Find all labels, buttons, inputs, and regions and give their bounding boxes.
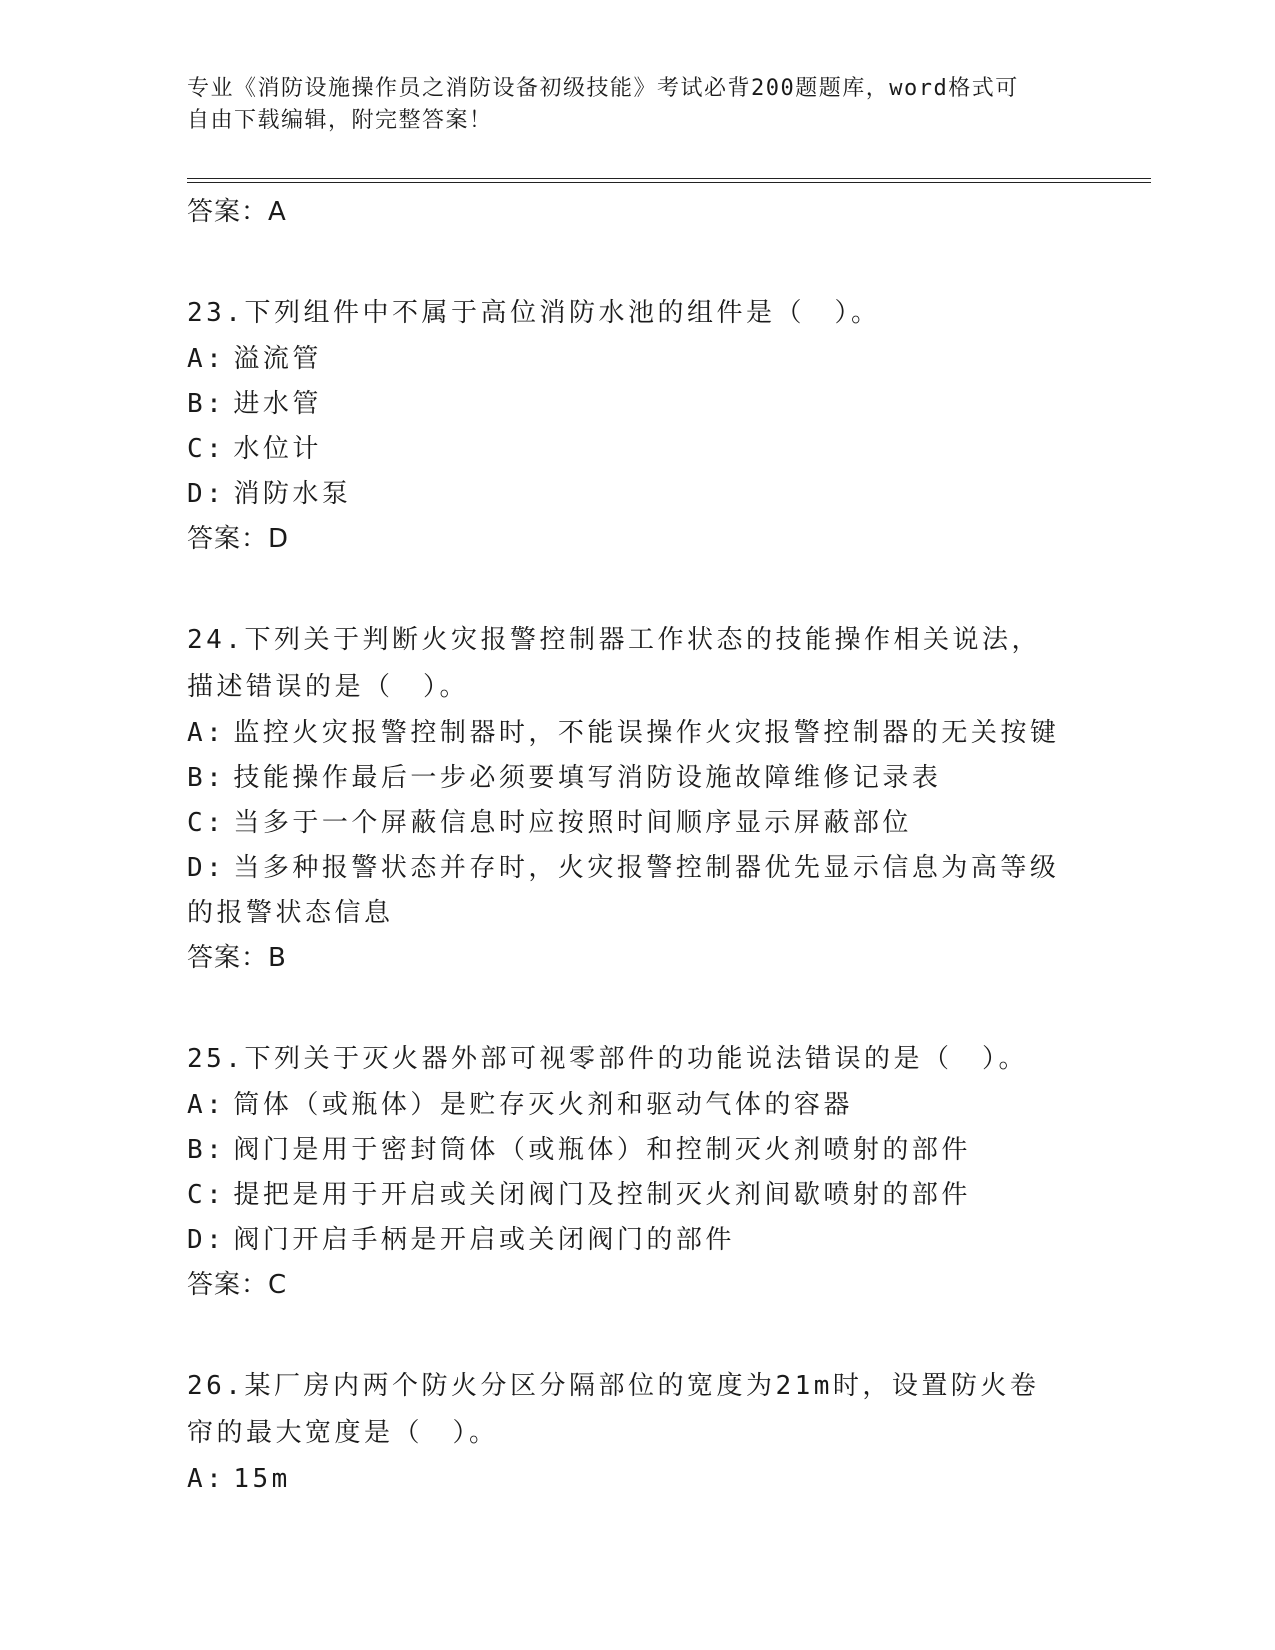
option-c xyxy=(187,427,1067,472)
option-a xyxy=(187,711,1067,756)
question-stem: 26.某厂房内两个防火分区分隔部位的宽度为21m时，设置防火卷帘的最大宽度是（ ）。 xyxy=(187,1371,1040,1448)
option-letter: C: xyxy=(187,434,226,464)
option-b xyxy=(187,756,1067,801)
question-stem: 24.下列关于判断火灾报警控制器工作状态的技能操作相关说法，描述错误的是（ ）。 xyxy=(187,625,1041,702)
option-b xyxy=(187,382,1067,427)
answer-22: 答案：A xyxy=(187,197,287,227)
option-text: 溢流管 xyxy=(233,344,322,374)
document-header xyxy=(187,73,1067,137)
option-letter: A: xyxy=(187,718,226,748)
option-letter: D: xyxy=(187,1225,226,1255)
option-c xyxy=(187,1173,1067,1218)
option-text: 技能操作最后一步必须要填写消防设施故障维修记录表 xyxy=(233,763,942,793)
option-text: 阀门开启手柄是开启或关闭阀门的部件 xyxy=(233,1225,735,1255)
option-letter: A: xyxy=(187,1090,226,1120)
question-stem: 23.下列组件中不属于高位消防水池的组件是（ ）。 xyxy=(187,298,881,328)
answer-24: 答案：B xyxy=(187,943,287,973)
header-divider xyxy=(187,178,1151,184)
question-23 xyxy=(187,290,1067,561)
option-text: 消防水泵 xyxy=(233,479,352,509)
option-text: 提把是用于开启或关闭阀门及控制灭火剂间歇喷射的部件 xyxy=(233,1180,971,1210)
question-25 xyxy=(187,1036,1067,1307)
option-c xyxy=(187,801,1067,846)
question-26 xyxy=(187,1363,1067,1502)
option-d xyxy=(187,846,1067,936)
option-letter: D: xyxy=(187,853,226,883)
option-a xyxy=(187,1083,1067,1128)
option-a xyxy=(187,337,1067,382)
header-line-1: 专业《消防设施操作员之消防设备初级技能》考试必背200题题库，word格式可 xyxy=(187,76,1019,101)
option-letter: D: xyxy=(187,479,226,509)
option-letter: B: xyxy=(187,763,226,793)
option-text: 当多种报警状态并存时，火灾报警控制器优先显示信息为高等级的报警状态信息 xyxy=(187,853,1060,928)
option-a xyxy=(187,1457,1067,1502)
option-letter: B: xyxy=(187,389,226,419)
option-text: 15m xyxy=(233,1464,291,1494)
document-body xyxy=(187,190,1067,1502)
option-letter: C: xyxy=(187,1180,226,1210)
option-text: 筒体（或瓶体）是贮存灭火剂和驱动气体的容器 xyxy=(233,1090,853,1120)
option-letter: A: xyxy=(187,344,226,374)
answer-23: 答案：D xyxy=(187,524,290,554)
option-letter: C: xyxy=(187,808,226,838)
header-line-2: 自由下载编辑，附完整答案！ xyxy=(187,108,493,133)
option-text: 当多于一个屏蔽信息时应按照时间顺序显示屏蔽部位 xyxy=(233,808,912,838)
option-text: 阀门是用于密封筒体（或瓶体）和控制灭火剂喷射的部件 xyxy=(233,1135,971,1165)
option-text: 监控火灾报警控制器时，不能误操作火灾报警控制器的无关按键 xyxy=(233,718,1060,748)
option-d xyxy=(187,1218,1067,1263)
question-stem: 25.下列关于灭火器外部可视零部件的功能说法错误的是（ ）。 xyxy=(187,1044,1028,1074)
option-letter: B: xyxy=(187,1135,226,1165)
answer-25: 答案：C xyxy=(187,1270,288,1300)
option-d xyxy=(187,472,1067,517)
option-b xyxy=(187,1128,1067,1173)
option-text: 进水管 xyxy=(233,389,322,419)
option-text: 水位计 xyxy=(233,434,322,464)
question-24 xyxy=(187,617,1067,980)
option-letter: A: xyxy=(187,1464,226,1494)
